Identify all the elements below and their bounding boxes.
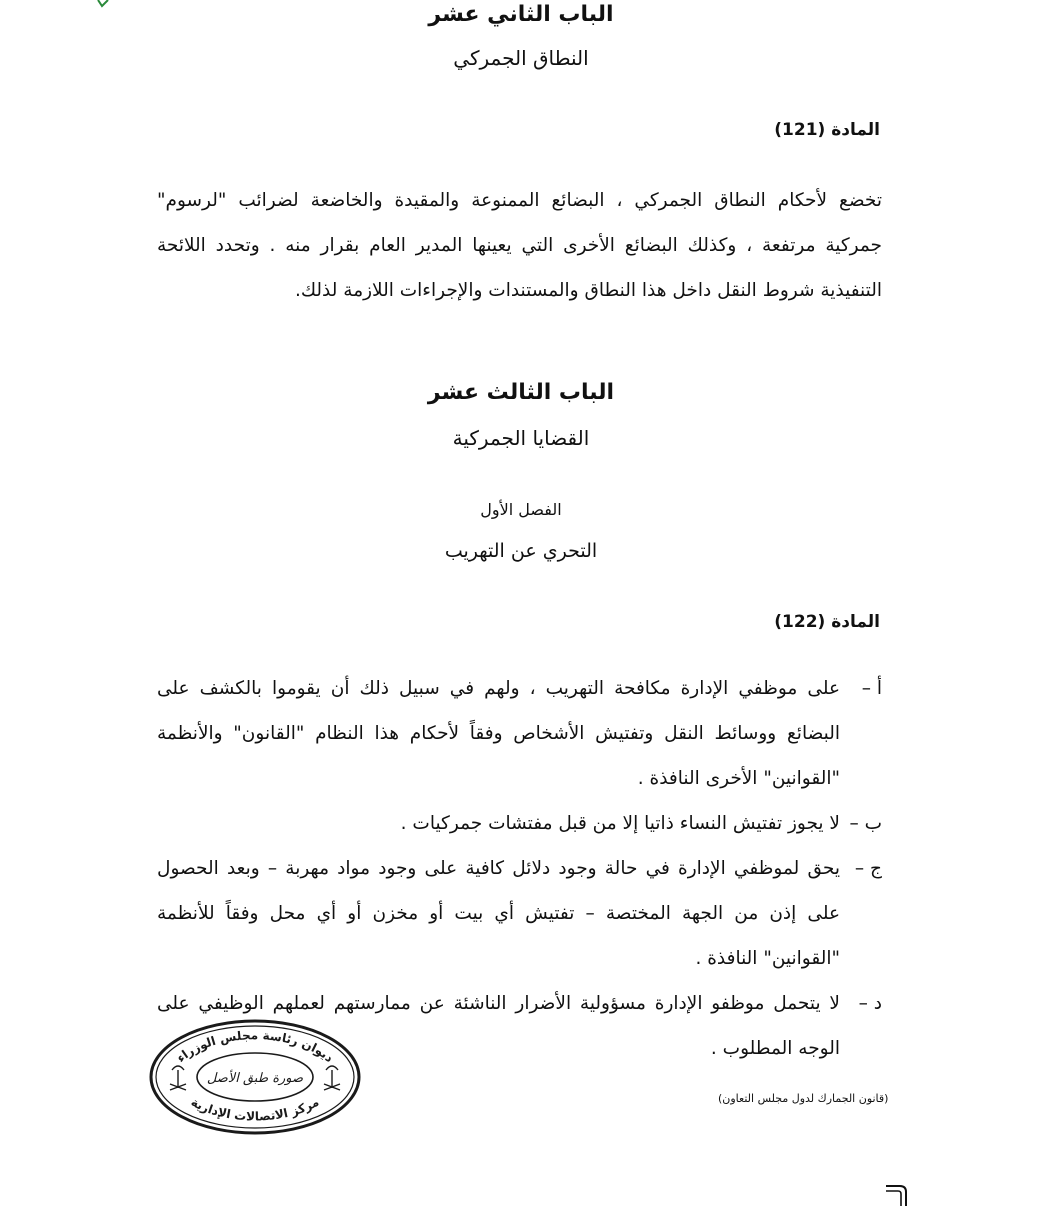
article-122-items [157, 666, 882, 1071]
emblem-left-icon [170, 1066, 186, 1090]
chapter-13-heading: الباب الثالث عشر [427, 380, 615, 405]
article-122-item-b [157, 801, 882, 846]
corner-bracket-icon [884, 1180, 910, 1206]
item-marker: ب – [849, 813, 882, 834]
item-marker: د – [858, 993, 882, 1014]
item-marker: ج – [854, 858, 882, 879]
item-text: لا يتحمل موظفو الإدارة مسؤولية الأضرار الناشئة عن ممارستهم لعملهم الوظيفي على الوجه المطلوب . [157, 993, 840, 1059]
official-stamp [148, 1018, 362, 1136]
article-122-item-c [157, 846, 882, 981]
svg-text:ديوان رئاسة مجلس الوزراء [174, 1028, 337, 1065]
item-text: يحق لموظفي الإدارة في حالة وجود دلائل كافية على وجود مواد مهربة – وبعد الحصول على إذن من الجهة المختصة – تفتيش أي بيت أو مخزن أو أي محل وفقاً للأنظمة "القوانين" النافذة . [157, 858, 840, 969]
article-121-text: تخضع لأحكام النطاق الجمركي ، البضائع الممنوعة والمقيدة والخاضعة لضرائب "لرسوم" جمركية مرتفعة ، وكذلك البضائع الأخرى التي يعينها المدير العام بقرار منه . وتحدد اللائحة التنفيذية شروط النقل داخل هذا النطاق والمستندات والإجراءات اللازمة لذلك. [157, 190, 882, 301]
emblem-right-icon [324, 1066, 340, 1090]
chapter-13-title: القضايا الجمركية [452, 426, 590, 450]
article-122-label: المادة (122) [774, 612, 880, 632]
section-1-title: التحري عن التهريب [444, 540, 598, 562]
chapter-12-title: النطاق الجمركي [453, 46, 589, 70]
item-marker: أ – [861, 678, 882, 699]
svg-text:مركز الاتصالات الإدارية [189, 1095, 322, 1124]
item-text: لا يجوز تفتيش النساء ذاتيا إلا من قبل مفتشات جمركيات . [400, 813, 840, 834]
stamp-bottom-text: مركز الاتصالات الإدارية [188, 1094, 322, 1124]
footer-source-note: (قانون الجمارك لدول مجلس التعاون) [718, 1092, 889, 1105]
item-text: على موظفي الإدارة مكافحة التهريب ، ولهم في سبيل ذلك أن يقوموا بالكشف على البضائع ووسائط النقل وتفتيش الأشخاص وفقاً لأحكام هذا النظام "القانون" والأنظمة "القوانين" الأخرى النافذة . [157, 678, 840, 789]
article-122-item-a [157, 666, 882, 801]
chapter-12-heading: الباب الثاني عشر [428, 2, 614, 27]
stamp-center-text: صورة طبق الأصل [206, 1071, 304, 1086]
article-121-label: المادة (121) [774, 120, 880, 140]
green-corner-mark [96, 0, 110, 8]
stamp-top-text: ديوان رئاسة مجلس الوزراء [173, 1028, 337, 1066]
section-1-heading: الفصل الأول [480, 500, 562, 519]
